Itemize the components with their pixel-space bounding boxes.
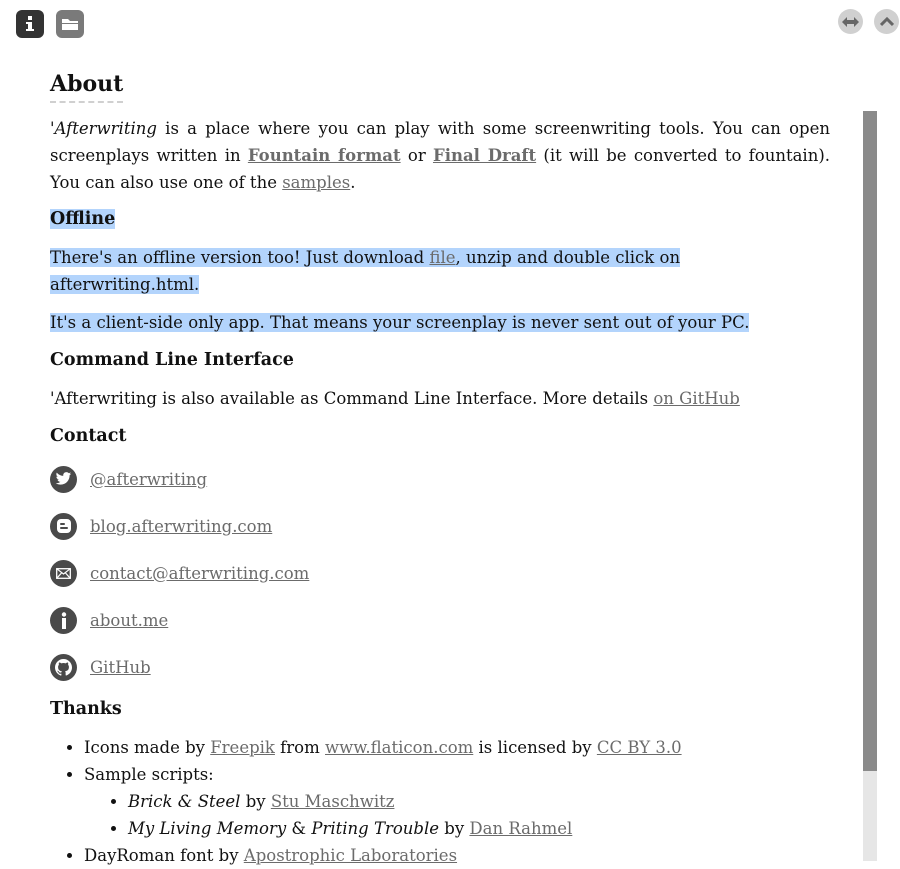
fountain-format-link[interactable]: Fountain format bbox=[247, 146, 401, 165]
list-item: • Sample scripts: • Brick & Steel by Stu Maschwitz • My Living Memory & Priting Trouble by Dan Rahmel bbox=[84, 761, 830, 842]
folder-icon bbox=[61, 17, 79, 31]
brand-name: 'Afterwriting bbox=[50, 119, 157, 138]
flaticon-link[interactable]: www.flaticon.com bbox=[325, 738, 474, 757]
stu-maschwitz-link[interactable]: Stu Maschwitz bbox=[270, 792, 395, 811]
cli-text: 'Afterwriting is also available as Command Line Interface. More details on GitHub bbox=[50, 389, 740, 408]
github-link[interactable]: GitHub bbox=[90, 657, 151, 677]
list-item: • My Living Memory & Priting Trouble by Dan Rahmel bbox=[128, 815, 830, 842]
info-icon bbox=[23, 15, 37, 33]
info-icon bbox=[50, 607, 77, 634]
blog-link[interactable]: blog.afterwriting.com bbox=[90, 516, 273, 536]
email-link[interactable]: contact@afterwriting.com bbox=[90, 563, 310, 583]
open-file-button[interactable] bbox=[56, 10, 84, 38]
license-link[interactable]: CC BY 3.0 bbox=[596, 738, 682, 757]
apostrophic-link[interactable]: Apostrophic Laboratories bbox=[243, 846, 458, 865]
offline-download-text: There's an offline version too! Just download file, unzip and double click on afterwriting.html. bbox=[50, 248, 681, 294]
contact-aboutme[interactable] bbox=[50, 602, 830, 638]
list-item: • DayRoman font by Apostrophic Laboratories bbox=[84, 842, 830, 869]
contact-blog[interactable] bbox=[50, 508, 830, 544]
final-draft-link[interactable]: Final Draft bbox=[432, 146, 537, 165]
offline-privacy-text: It's a client-side only app. That means your screenplay is never sent out of your PC. bbox=[50, 313, 750, 332]
collapse-button[interactable] bbox=[874, 9, 899, 34]
cli-heading: Command Line Interface bbox=[50, 350, 294, 370]
list-item: • Brick & Steel by Stu Maschwitz bbox=[128, 788, 830, 815]
github-icon bbox=[50, 654, 77, 681]
contact-heading: Contact bbox=[50, 426, 127, 446]
dan-rahmel-link[interactable]: Dan Rahmel bbox=[469, 819, 573, 838]
expand-horizontal-icon bbox=[842, 17, 859, 27]
list-item: • Icons made by Freepik from www.flaticon.com is licensed by CC BY 3.0 bbox=[84, 734, 830, 761]
contact-email[interactable] bbox=[50, 555, 830, 591]
thanks-heading: Thanks bbox=[50, 699, 122, 719]
intro-paragraph: 'Afterwriting is a place where you can play with some screenwriting tools. You can open screenplays written in Fountain format or Final Draft (it will be converted to fountain). You can also use one of the samples. bbox=[50, 119, 831, 192]
github-cli-link[interactable]: on GitHub bbox=[653, 389, 740, 408]
about-panel bbox=[50, 68, 830, 869]
contact-twitter[interactable] bbox=[50, 461, 830, 497]
contact-github[interactable] bbox=[50, 649, 830, 685]
twitter-link[interactable]: @afterwriting bbox=[90, 469, 208, 489]
thanks-list bbox=[50, 734, 830, 869]
samples-list bbox=[84, 788, 830, 842]
aboutme-link[interactable]: about.me bbox=[90, 610, 169, 630]
chevron-up-icon bbox=[880, 17, 894, 27]
freepik-link[interactable]: Freepik bbox=[210, 738, 275, 757]
mail-icon bbox=[50, 560, 77, 587]
twitter-icon bbox=[50, 466, 77, 493]
expand-width-button[interactable] bbox=[838, 9, 863, 34]
info-button[interactable] bbox=[16, 10, 44, 38]
page-title: About bbox=[50, 68, 123, 103]
blogger-icon bbox=[50, 513, 77, 540]
offline-heading: Offline bbox=[50, 209, 116, 229]
samples-link[interactable]: samples bbox=[282, 173, 351, 192]
offline-file-link[interactable]: file bbox=[429, 248, 456, 267]
scrollbar-thumb[interactable] bbox=[863, 111, 877, 771]
